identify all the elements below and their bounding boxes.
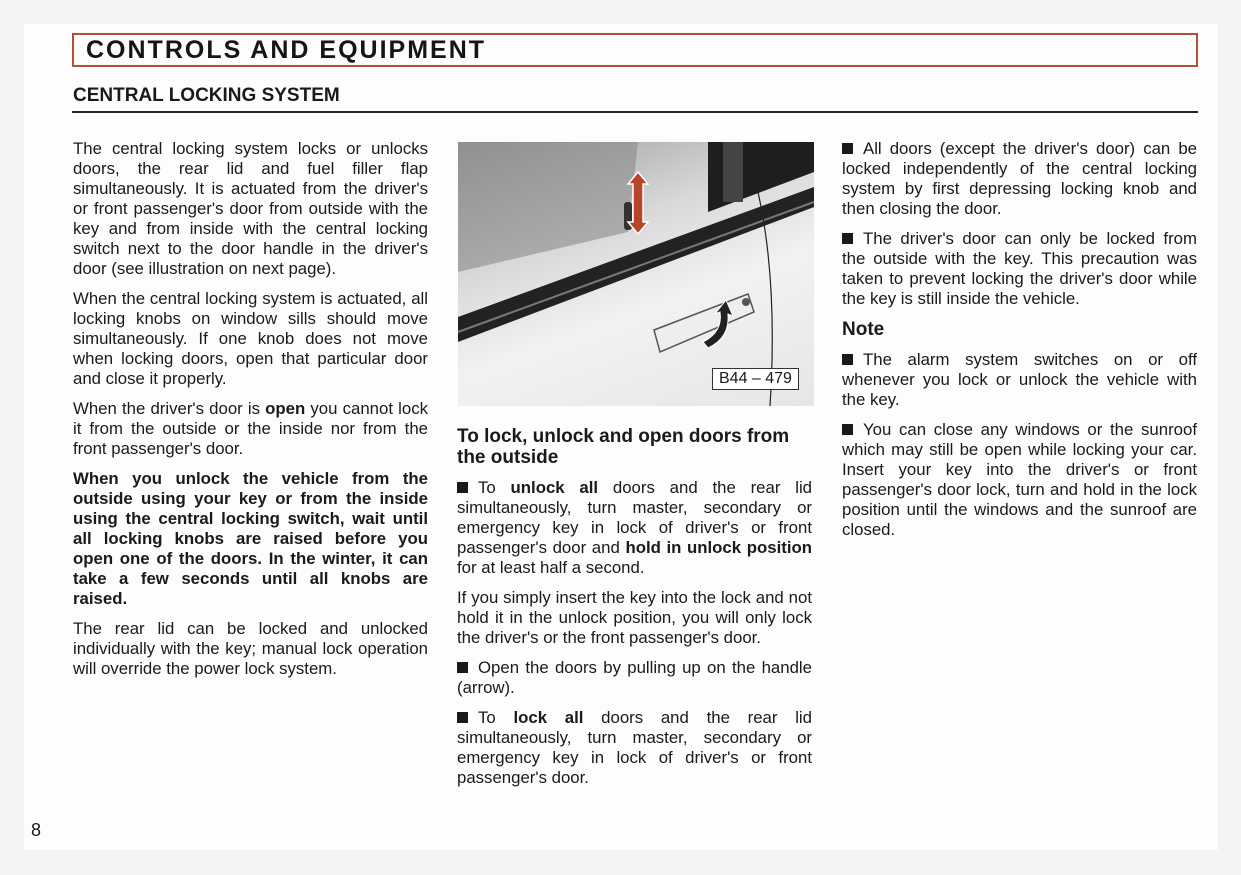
text: You can close any windows or the sunroof which may still be open while locking your car. Insert your key into the driver's or front passenger's door lock, turn and hold in the lock position until the windows and the sunroof are closed. xyxy=(842,420,1197,539)
emphasis: lock all xyxy=(513,708,584,727)
bullet-icon xyxy=(842,424,853,435)
text: The alarm system switches on or off whenever you lock or unlock the vehicle with the key. xyxy=(842,350,1197,409)
section-title: CONTROLS AND EQUIPMENT xyxy=(86,36,487,64)
section-heading: To lock, unlock and open doors from the outside xyxy=(457,426,790,468)
text: The driver's door can only be locked from the outside with the key. This precaution was taken to prevent locking the driver's door while the key is still inside the vehicle. xyxy=(842,229,1197,308)
paragraph: If you simply insert the key into the lock and not hold it in the unlock position, you will only lock the driver's or the front passenger's door. xyxy=(457,588,812,647)
text: To xyxy=(478,708,514,727)
bullet-item xyxy=(842,350,1197,410)
note-heading: Note xyxy=(842,319,885,340)
text: for at least half a second. xyxy=(457,558,645,577)
bullet-item xyxy=(457,658,812,698)
column-3 xyxy=(842,139,1197,550)
warning-paragraph: When you unlock the vehicle from the outside using your key or from the inside using the central locking switch, wait until all locking knobs are raised before you open one of the doors. In the winter, it can take a few seconds until all knobs are raised. xyxy=(73,469,428,608)
text: To xyxy=(478,478,511,497)
bullet-icon xyxy=(457,482,468,493)
bullet-icon xyxy=(842,354,853,365)
door-illustration-drawing xyxy=(458,142,814,406)
door-illustration xyxy=(458,142,814,406)
title-rule xyxy=(72,111,1198,113)
text: When the driver's door is xyxy=(73,399,266,418)
emphasis: open xyxy=(265,399,306,418)
emphasis: hold in unlock position xyxy=(625,538,812,557)
page-number: 8 xyxy=(31,820,42,840)
bullet-icon xyxy=(842,233,853,244)
bullet-item xyxy=(457,478,812,578)
text: All doors (except the driver's door) can be locked independently of the central locking system by first depressing locking knob and then closing the door. xyxy=(842,139,1197,218)
paragraph: When the central locking system is actuated, all locking knobs on window sills should move simultaneously. If one knob does not move when locking doors, open that particular door and close it properly. xyxy=(73,289,428,388)
emphasis: unlock all xyxy=(510,478,599,497)
text: doors and the rear lid simultaneously, turn master, secondary or emergency key in lock of driver's or front passenger's door. xyxy=(457,708,812,787)
text: you cannot lock it from the outside or the inside nor from the front passenger's door. xyxy=(73,399,428,458)
figure-label: B44 – 479 xyxy=(712,368,799,390)
paragraph: The central locking system locks or unlocks doors, the rear lid and fuel filler flap simultaneously. It is actuated from the driver's or front passenger's door from outside with the key and from inside with the central locking switch next to the door handle in the driver's door (see illustration on next page). xyxy=(73,139,428,278)
bullet-icon xyxy=(842,143,853,154)
text: Open the doors by pulling up on the handle (arrow). xyxy=(457,658,812,697)
column-1 xyxy=(73,139,428,689)
column-2 xyxy=(457,426,812,798)
bullet-icon xyxy=(457,712,468,723)
paragraph: The rear lid can be locked and unlocked individually with the key; manual lock operation will override the power lock system. xyxy=(73,619,428,678)
bullet-item xyxy=(842,420,1197,540)
bullet-item xyxy=(842,229,1197,309)
paragraph xyxy=(73,399,428,459)
page-title: CENTRAL LOCKING SYSTEM xyxy=(73,85,340,106)
bullet-item xyxy=(842,139,1197,219)
bullet-icon xyxy=(457,662,468,673)
text: doors and the rear lid simultaneously, turn master, secondary or emergency key in lock of driver's or front passenger's door and xyxy=(457,478,813,557)
section-banner xyxy=(72,33,1198,67)
bullet-item xyxy=(457,708,812,788)
